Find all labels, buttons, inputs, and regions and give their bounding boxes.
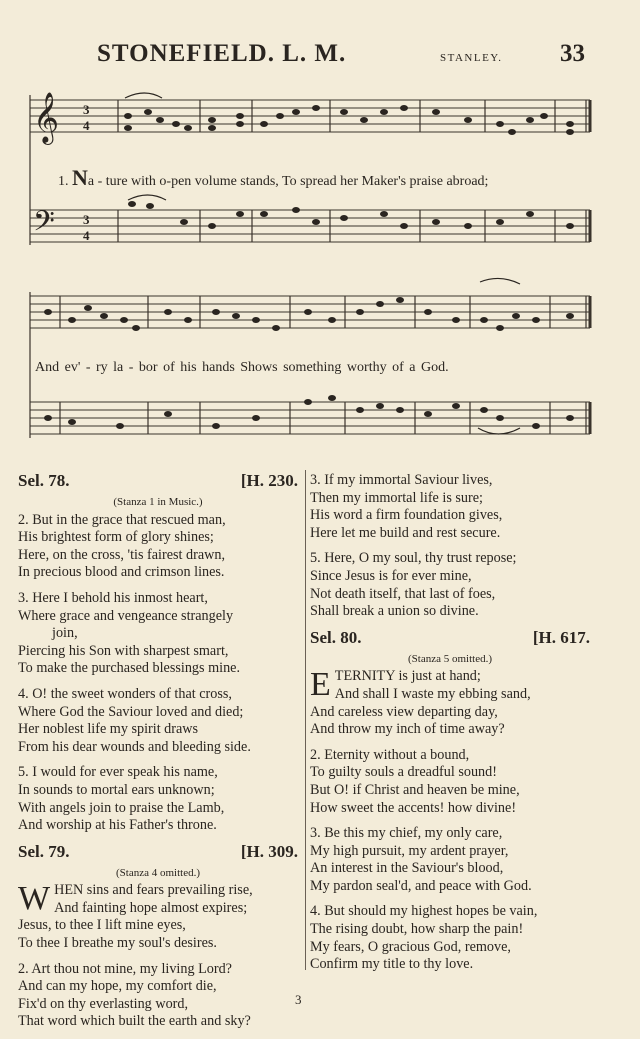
lyric-line-2: And ev' - ry la - bor of his hands Shows something worthy of a God.: [35, 360, 449, 375]
line: And worship at his Father's throne.: [18, 817, 217, 834]
line: And fainting hope almost expires;: [54, 899, 248, 916]
line: 2. Eternity without a bound,: [310, 746, 470, 763]
time-sig-bottom-bass-1: 4: [83, 228, 90, 243]
sel78-note: (Stanza 1 in Music.): [113, 496, 203, 508]
line: In sounds to mortal ears unknown;: [18, 781, 215, 798]
line: My fears, O gracious God, remove,: [310, 938, 511, 955]
page-number-bottom: 3: [295, 992, 302, 1007]
line: 4. O! the sweet wonders of that cross,: [18, 685, 232, 702]
line: The rising doubt, how sharp the pain!: [310, 921, 524, 938]
lyric-line-1-text: a - ture with o-pen volume stands, To spread her Maker's praise abroad;: [87, 174, 489, 189]
line: Fix'd on thy everlasting word,: [18, 995, 189, 1012]
line: And can my hope, my comfort die,: [18, 978, 217, 995]
line: join,: [52, 625, 78, 642]
line: Here, on the cross, 'tis fairest drawn,: [18, 546, 226, 563]
line: HEN sins and fears prevailing rise,: [54, 882, 253, 899]
line: My pardon seal'd, and peace with God.: [310, 877, 532, 894]
sel79-stanza-2: [18, 961, 298, 1031]
sel79-note: (Stanza 4 omitted.): [115, 866, 200, 879]
line: 4. But should my highest hopes be vain,: [310, 903, 538, 920]
line: That word which built the earth and sky?: [18, 1013, 251, 1030]
sel78-ref: [H. 230.: [240, 471, 298, 490]
sel79-ref: [H. 309.: [240, 841, 298, 861]
line: Her noblest life my spirit draws: [18, 721, 199, 738]
line: 5. Here, O my soul, thy trust repose;: [310, 550, 517, 567]
line: With angels join to praise the Lamb,: [18, 799, 225, 816]
sel79-stanza-5: [310, 550, 590, 620]
line: TERNITY is just at hand;: [334, 668, 481, 685]
line: From his dear wounds and bleeding side.: [18, 738, 251, 755]
line: To make the purchased blessings mine.: [18, 660, 241, 677]
column-divider: [305, 470, 306, 970]
lyric-line-1: [58, 165, 488, 191]
treble-clef-icon: 𝄞: [33, 92, 60, 143]
line: His word a firm foundation gives,: [310, 507, 503, 524]
line: Here let me build and rest secure.: [310, 524, 501, 541]
line: 2. Art thou not mine, my living Lord?: [18, 960, 232, 977]
sel80-stanza-3: [310, 825, 590, 895]
line: 2. But in the grace that rescued man,: [18, 511, 226, 528]
music-score: [0, 0, 640, 460]
line: Not death itself, that last of foes,: [310, 585, 496, 602]
line: And throw my inch of time away?: [310, 721, 505, 738]
lyric-verse-number: 1.: [58, 174, 69, 189]
tune-title: STONEFIELD. L. M.: [97, 40, 347, 67]
time-sig-top-1: 3: [83, 102, 90, 117]
sel78-label: Sel. 78.: [18, 471, 70, 490]
time-sig-bottom-1: 4: [83, 118, 90, 133]
time-sig-top-bass-1: 3: [83, 212, 90, 227]
line: 5. I would for ever speak his name,: [18, 764, 218, 781]
page-number-top: 33: [560, 40, 585, 67]
drop-cap: W: [18, 880, 51, 918]
line: In precious blood and crimson lines.: [18, 564, 225, 581]
right-column: [310, 472, 590, 982]
staff-bass-1: [30, 210, 590, 242]
sel80-stanza-2: [310, 747, 590, 817]
line: Then my immortal life is sure;: [310, 489, 483, 506]
line: Jesus, to thee I lift mine eyes,: [18, 917, 186, 934]
line: To guilty souls a dreadful sound!: [310, 764, 497, 781]
sel80-ref: [H. 617.: [532, 627, 590, 647]
drop-cap: E: [310, 666, 331, 704]
sel78-stanza-3: [18, 590, 298, 678]
sel80-heading: [310, 629, 590, 651]
sel78-stanza-4: [18, 686, 298, 756]
sel79-stanza-1: [18, 882, 298, 952]
lyric-initial: N: [72, 165, 88, 190]
sel78-stanza-2: [18, 512, 298, 582]
sel80-stanza-4: [310, 903, 590, 973]
staff-treble-1: [30, 100, 590, 132]
line: Where God the Saviour loved and died;: [18, 703, 244, 720]
line: Since Jesus is for ever mine,: [310, 567, 472, 584]
sel78-heading: [18, 472, 298, 494]
line: 3. If my immortal Saviour lives,: [310, 472, 493, 488]
staff-bass-2: [30, 402, 590, 434]
line: An interest in the Saviour's blood,: [310, 860, 504, 877]
line: Confirm my title to thy love.: [310, 956, 474, 973]
sel79-stanza-3: [310, 472, 590, 542]
line: How sweet the accents! how divine!: [310, 799, 517, 816]
line: To thee I breathe my soul's desires.: [18, 935, 217, 952]
line: Shall break a union so divine.: [310, 603, 479, 620]
line: His brightest form of glory shines;: [18, 529, 214, 546]
line: But O! if Christ and heaven be mine,: [310, 781, 520, 798]
sel78-stanza-5: [18, 764, 298, 834]
sel79-label: Sel. 79.: [18, 841, 70, 861]
line: My high pursuit, my ardent prayer,: [310, 842, 509, 859]
sel80-label: Sel. 80.: [310, 627, 362, 647]
line: Piercing his Son with sharpest smart,: [18, 642, 229, 659]
line: 3. Here I behold his inmost heart,: [18, 589, 208, 606]
line: 3. Be this my chief, my only care,: [310, 825, 503, 842]
sel79-heading: [18, 843, 298, 865]
line: And careless view departing day,: [310, 703, 498, 720]
sel80-note: (Stanza 5 omitted.): [407, 652, 492, 665]
line: Where grace and vengeance strangely: [18, 607, 234, 624]
bass-clef-icon: 𝄢: [33, 205, 55, 245]
composer-name: STANLEY.: [440, 52, 503, 64]
sel80-stanza-1: [310, 668, 590, 738]
line: And shall I waste my ebbing sand,: [334, 685, 531, 702]
left-column: [18, 472, 298, 1039]
